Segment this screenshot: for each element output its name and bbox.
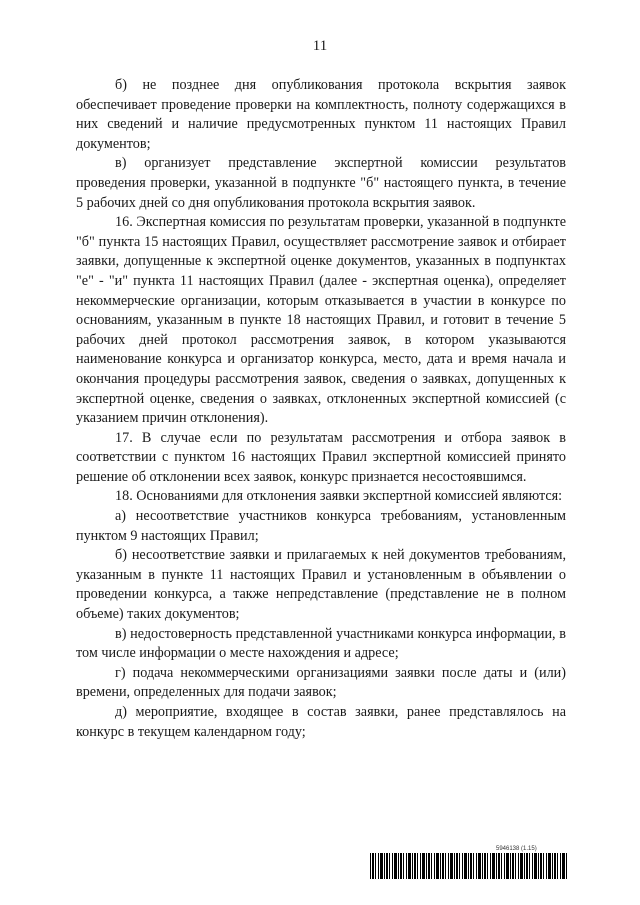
paragraph-15b: б) не позднее дня опубликования протокола вскрытия заявок обеспечивает проведение проверки на комплектность, полноту содержащихся в них сведений и наличие предусмотренных пунктом 11 настоящих Правил документов; bbox=[76, 77, 566, 152]
barcode-icon bbox=[370, 853, 568, 879]
document-body bbox=[76, 76, 566, 742]
page-number: 11 bbox=[312, 38, 328, 54]
paragraph-18a: а) несоответствие участников конкурса требованиям, установленным пунктом 9 настоящих Правил; bbox=[76, 508, 566, 544]
paragraph-18: 18. Основаниями для отклонения заявки экспертной комиссией являются: bbox=[115, 488, 563, 505]
paragraph-18d: д) мероприятие, входящее в состав заявки, ранее представлялось на конкурс в текущем календарном году; bbox=[76, 704, 566, 740]
paragraph-16: 16. Экспертная комиссия по результатам проверки, указанной в подпункте "б" пункта 15 настоящих Правил, осуществляет рассмотрение заявок и отбирает заявки, допущенные к экспертной оценке документов, указанных в подпунктах "е" - "и" пункта 11 настоящих Правил (далее - экспертная оценка), определяет некоммерческие организации, которым отказывается в участии в конкурсе по основаниям, указанным в пункте 18 настоящих Правил, и готовит в течение 5 рабочих дней протокол рассмотрения заявок, в котором указываются наименование конкурса и организатор конкурса, место, дата и время начала и окончания процедуры рассмотрения заявок, сведения о заявках, допущенных к экспертной оценке, сведения о заявках, отклоненных экспертной комиссией (с указанием причин отклонения). bbox=[76, 214, 566, 427]
paragraph-18v: в) недостоверность представленной участниками конкурса информации, в том числе информации о месте нахождения и адресе; bbox=[76, 625, 566, 662]
paragraph-18b: б) несоответствие заявки и прилагаемых к ней документов требованиям, указанным в пункте 11 настоящих Правил и установленным в объявлении о проведении конкурса, а также непредставление (представление не в полном объеме) таких документов; bbox=[76, 547, 566, 623]
document-stamp: 5946138 (1.15) bbox=[496, 846, 537, 852]
paragraph-18g: г) подача некоммерческими организациями заявки после даты и (или) времени, определенных для подачи заявок; bbox=[76, 664, 566, 701]
paragraph-17: 17. В случае если по результатам рассмотрения и отбора заявок в соответствии с пунктом 16 настоящих Правил экспертной комиссией принято решение об отклонении всех заявок, конкурс признается несостоявшимся. bbox=[76, 429, 566, 485]
paragraph-15v: в) организует представление экспертной комиссии результатов проведения проверки, указанной в подпункте "б" настоящего пункта, в течение 5 рабочих дней со дня опубликования протокола вскрытия заявок. bbox=[76, 155, 566, 211]
